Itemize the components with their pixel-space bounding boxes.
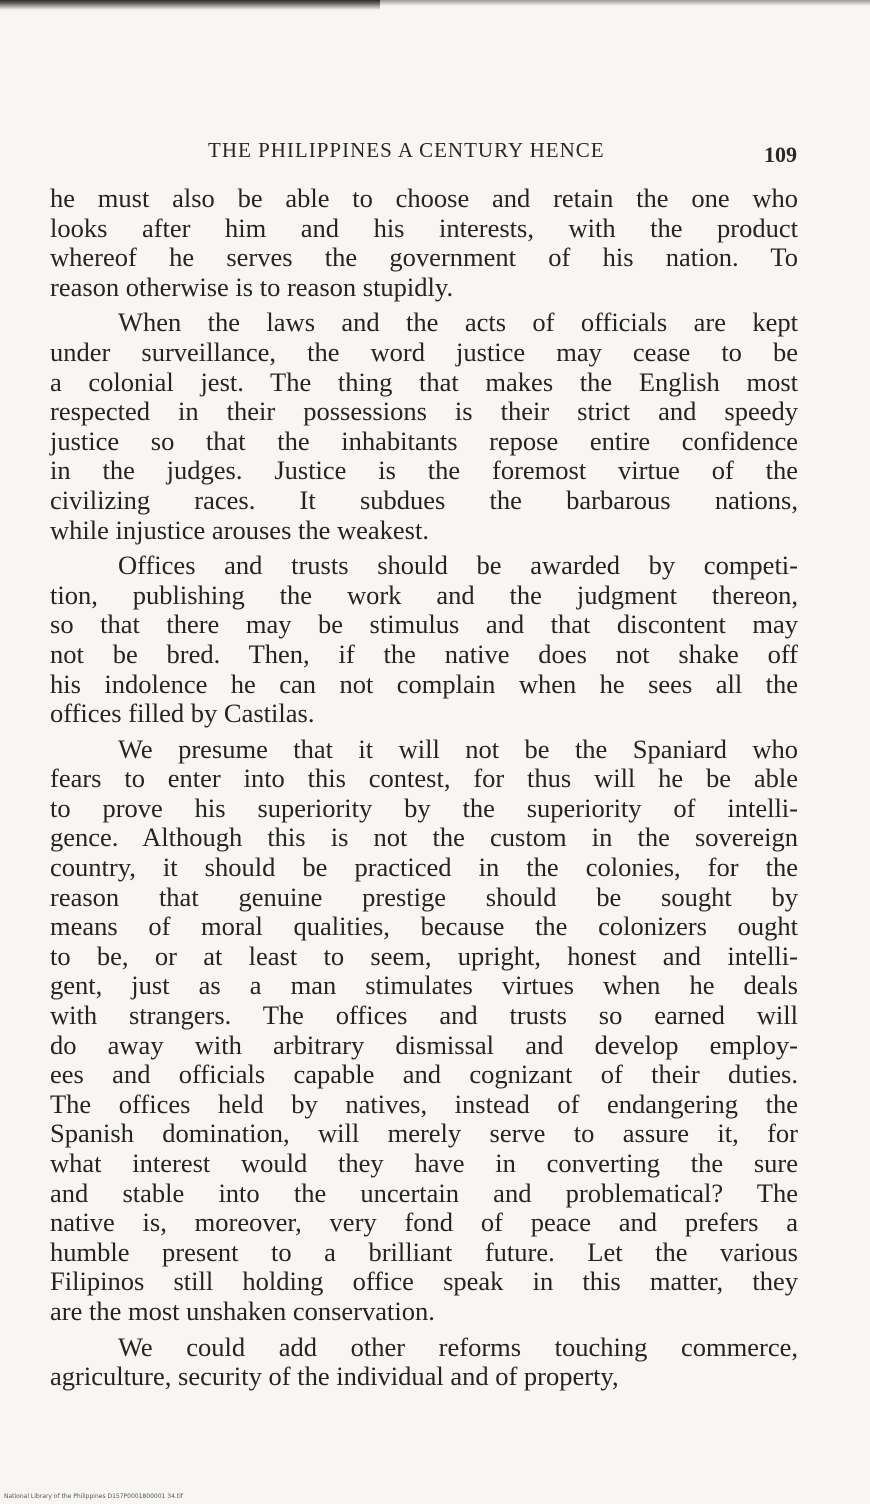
page-number: 109 — [764, 142, 797, 167]
text-line: ees and officials capable and cognizant of their duties. — [50, 1059, 798, 1090]
scan-edge-shadow — [0, 0, 380, 10]
text-line: what interest would they have in converting the sure — [50, 1148, 798, 1178]
text-line: country, it should be practiced in the colonies, for the — [50, 852, 798, 883]
text-line: Filipinos still holding office speak in this matter, they — [50, 1266, 798, 1297]
running-title: THE PHILIPPINES A CENTURY HENCE — [208, 138, 605, 162]
text-line: Offices and trusts should be awarded by competi- — [118, 550, 798, 581]
text-line: and stable into the uncertain and problematical? The — [50, 1177, 798, 1208]
text-line: Spanish domination, will merely serve to assure it, for — [50, 1118, 798, 1149]
text-line: to prove his superiority by the superiority of intelli- — [50, 792, 798, 823]
text-line: justice so that the inhabitants repose entire confidence — [50, 425, 798, 456]
text-line: humble present to a brilliant future. Let the various — [50, 1236, 798, 1267]
text-line: do away with arbitrary dismissal and develop employ- — [50, 1029, 798, 1060]
text-line: reason that genuine prestige should be sought by — [50, 881, 798, 912]
paragraph — [50, 1333, 798, 1392]
text-line: he must also be able to choose and retain the one who — [50, 183, 798, 213]
text-line: offices filled by Castilas. — [50, 698, 315, 729]
text-line: with strangers. The offices and trusts so earned will — [50, 1000, 798, 1031]
text-line: a colonial jest. The thing that makes the English most — [50, 366, 798, 397]
text-line: agriculture, security of the individual and of property, — [50, 1361, 619, 1392]
body-text — [50, 184, 798, 1392]
text-line: not be bred. Then, if the native does not shake off — [50, 638, 798, 669]
text-line: We could add other reforms touching commerce, — [118, 1331, 798, 1362]
text-line: native is, moreover, very fond of peace and prefers a — [50, 1207, 798, 1238]
text-line: under surveillance, the word justice may cease to be — [50, 336, 798, 367]
text-line: while injustice arouses the weakest. — [50, 514, 429, 545]
text-line: to be, or at least to seem, upright, honest and intelli- — [50, 940, 798, 971]
scan-edge-shadow-right — [380, 0, 870, 6]
text-line: whereof he serves the government of his nation. To — [50, 242, 798, 273]
text-line: his indolence he can not complain when he sees all the — [50, 668, 798, 699]
text-line: are the most unshaken conservation. — [50, 1295, 435, 1326]
text-line: civilizing races. It subdues the barbarous nations, — [50, 484, 798, 515]
text-line: reason otherwise is to reason stupidly. — [50, 271, 454, 302]
text-line: so that there may be stimulus and that discontent may — [50, 609, 798, 640]
text-line: gent, just as a man stimulates virtues when he deals — [50, 970, 798, 1001]
paragraph — [50, 551, 798, 729]
text-line: fears to enter into this contest, for thus will he be able — [50, 763, 798, 794]
text-line: gence. Although this is not the custom in the sovereign — [50, 822, 798, 853]
text-line: The offices held by natives, instead of endangering the — [50, 1088, 798, 1119]
text-line: in the judges. Justice is the foremost virtue of the — [50, 455, 798, 486]
text-line: When the laws and the acts of officials are kept — [118, 307, 798, 338]
text-line: tion, publishing the work and the judgment thereon, — [50, 579, 798, 610]
text-line: respected in their possessions is their strict and speedy — [50, 396, 798, 427]
scan-credit: National Library of the Philippines D157P0001800001 34.tif — [4, 1493, 183, 1500]
text-line: We presume that it will not be the Spaniard who — [118, 733, 798, 764]
text-line: looks after him and his interests, with the product — [50, 212, 798, 243]
paragraph — [50, 735, 798, 1327]
text-line: means of moral qualities, because the colonizers ought — [50, 911, 798, 942]
paragraph — [50, 308, 798, 545]
paragraph — [50, 184, 798, 302]
